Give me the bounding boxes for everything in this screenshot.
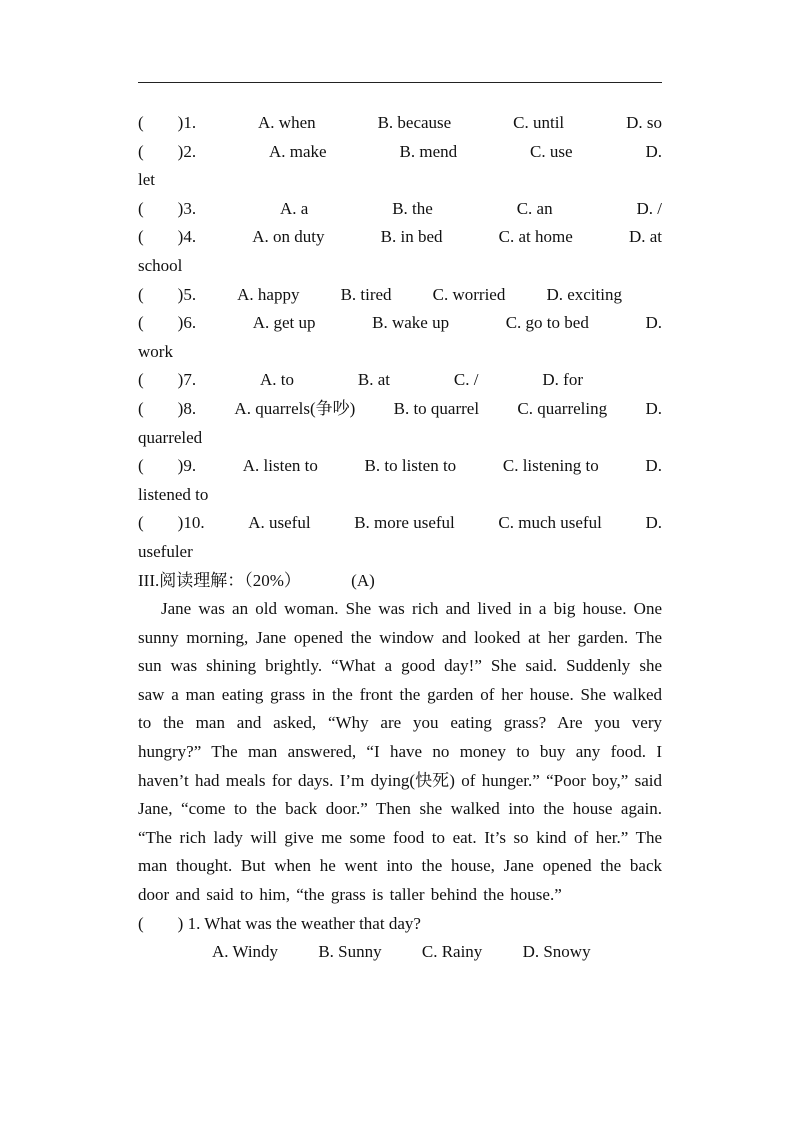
option-c: C. an (516, 198, 553, 218)
question-number: ( )7. (138, 370, 197, 390)
option-d-wrap: work (138, 341, 173, 361)
option-c: C. use (530, 141, 573, 161)
option-a: A. a (279, 198, 309, 218)
question-8 (138, 395, 662, 424)
option-b: B. to listen to (364, 456, 457, 476)
question-number: ( )3. (138, 198, 197, 218)
question-7 (138, 366, 583, 395)
option-c: C. Rainy (421, 942, 483, 962)
option-a: A. Windy (212, 942, 279, 962)
option-a: A. happy (237, 284, 300, 304)
header-rule (138, 82, 662, 83)
option-d: D. (645, 398, 662, 418)
question-number: ( )4. (138, 227, 197, 247)
option-c: C. at home (498, 227, 573, 247)
question-4 (138, 223, 662, 252)
option-b: B. wake up (372, 313, 450, 333)
option-d-wrap: listened to (138, 484, 209, 504)
option-c: C. go to bed (505, 313, 589, 333)
question-10 (138, 509, 662, 538)
option-a: A. when (258, 113, 316, 132)
option-d: D. at (628, 227, 662, 247)
question-1 (138, 109, 662, 138)
question-number: ( )2. (138, 141, 197, 161)
option-d: D. (645, 141, 662, 161)
option-d: D. (645, 456, 662, 476)
page-content (138, 109, 662, 967)
option-d: D. for (542, 370, 583, 390)
passage-text: Jane was an old woman. She was rich and lived in a big house. One sunny morning, Jane opened the window and looked at her garden. The sun was shining brightly. “What a good day!” She said. Suddenly she saw a man eating grass in the front the garden of her house. She walked to the man and asked, “Why are you eating grass? Are you very hungry?” The man answered, “I have no money to buy any food. I haven’t had meals for days. I’m dying(快死) of hunger.” “Poor boy,” said Jane, “come to the back door.” Then she walked into the house again. “The rich lady will give me some food to eat. It’s so kind of her.” The man thought. But when he went into the house, Jane opened the back door and said to him, “the grass is taller behind the house.” (138, 599, 662, 905)
reading-options (138, 938, 662, 967)
option-b: B. Sunny (318, 942, 382, 962)
option-c: C. listening to (502, 456, 599, 476)
option-b: B. more useful (354, 513, 455, 533)
question-number: ( )9. (138, 456, 197, 476)
option-d: D. (645, 313, 662, 333)
option-d: D. (645, 513, 662, 533)
question-6 (138, 309, 662, 338)
section-heading (138, 567, 662, 596)
option-c: C. until (513, 113, 565, 132)
option-d: D. so (626, 113, 662, 132)
question-5 (138, 281, 622, 310)
option-a: A. make (269, 141, 327, 161)
option-c: C. / (453, 370, 479, 390)
option-d: D. Snowy (522, 942, 591, 962)
reading-passage (138, 595, 662, 910)
option-d-wrap: quarreled (138, 427, 203, 447)
option-a: A. listen to (242, 456, 318, 476)
question-number: ( )1. (138, 113, 197, 132)
reading-question: ( ) 1. What was the weather that day? (138, 913, 421, 933)
option-b: B. to quarrel (393, 398, 480, 418)
option-c: C. worried (432, 284, 506, 304)
question-2 (138, 138, 662, 167)
option-b: B. mend (399, 141, 458, 161)
section-title: III.阅读理解：（20%） (138, 570, 301, 590)
question-9 (138, 452, 662, 481)
option-c: C. quarreling (517, 398, 608, 418)
question-number: ( )5. (138, 284, 197, 304)
option-a: A. to (259, 370, 294, 390)
option-d: D. / (636, 198, 662, 218)
option-b: B. tired (340, 284, 392, 304)
option-d: D. exciting (546, 284, 622, 304)
option-a: A. get up (252, 313, 316, 333)
option-a: A. on duty (252, 227, 325, 247)
option-b: B. because (377, 113, 452, 132)
option-d-wrap: let (138, 170, 155, 190)
question-number: ( )8. (138, 398, 197, 418)
option-a: A. quarrels(争吵) (234, 398, 356, 418)
option-d-wrap: school (138, 255, 183, 275)
passage-label: (A) (351, 570, 375, 590)
option-d-wrap: usefuler (138, 541, 193, 561)
option-c: C. much useful (498, 513, 602, 533)
question-number: ( )10. (138, 513, 205, 533)
option-b: B. the (392, 198, 433, 218)
question-number: ( )6. (138, 313, 197, 333)
option-b: B. at (357, 370, 390, 390)
option-b: B. in bed (380, 227, 443, 247)
question-3 (138, 195, 662, 224)
option-a: A. useful (248, 513, 311, 533)
